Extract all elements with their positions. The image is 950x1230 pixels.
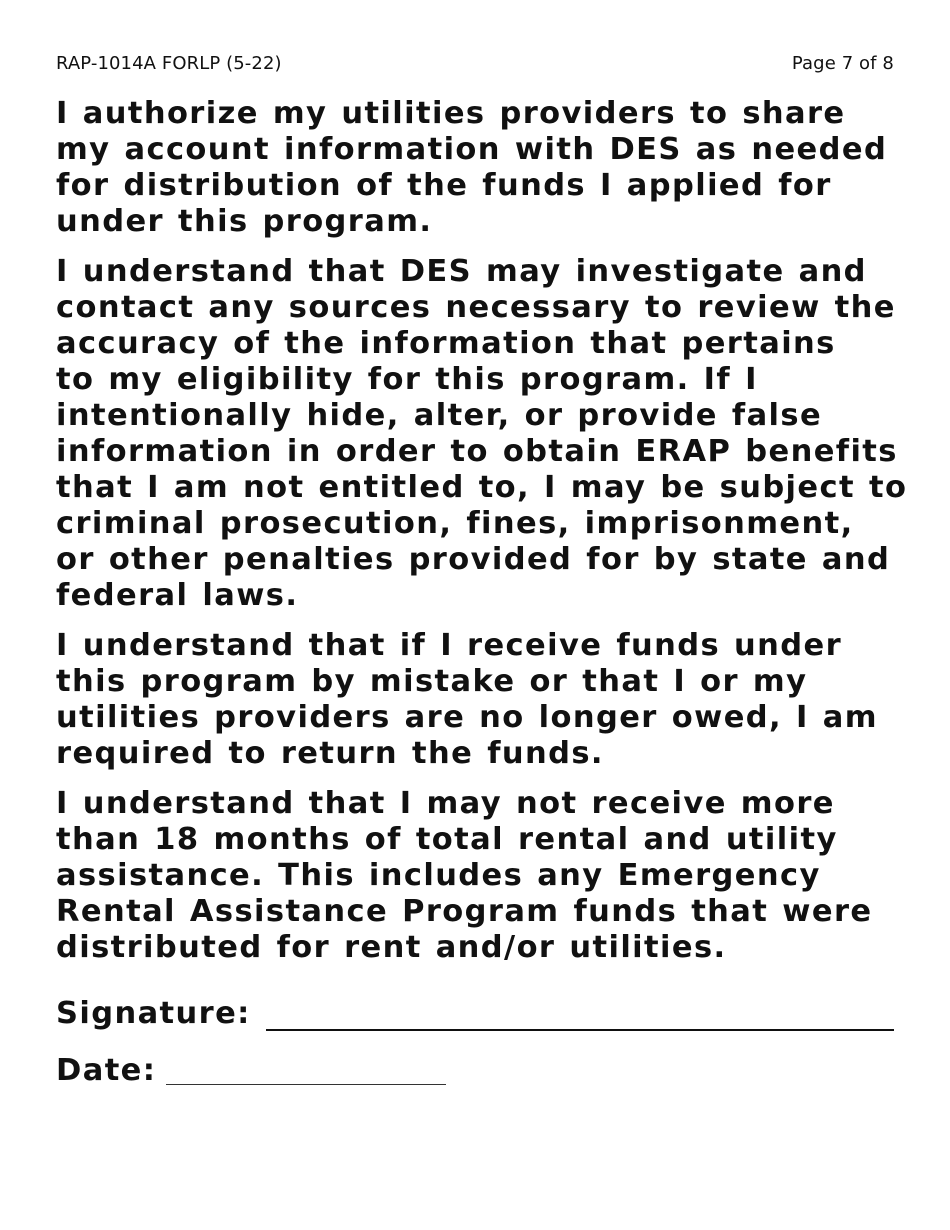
text-line: federal laws. [56, 578, 299, 613]
text-line: I understand that DES may investigate and [56, 254, 867, 289]
text-line: contact any sources necessary to review the [56, 290, 896, 325]
text-line: or other penalties provided for by state and [56, 542, 891, 577]
text-line: intentionally hide, alter, or provide false [56, 398, 823, 433]
paragraph-utilities-authorization [56, 96, 896, 240]
text-line: that I am not entitled to, I may be subject to [56, 470, 908, 505]
text-line: for distribution of the funds I applied for [56, 168, 832, 203]
text-line: I authorize my utilities providers to share [56, 96, 846, 131]
text-line: accuracy of the information that pertains [56, 326, 836, 361]
date-label: Date: [56, 1053, 157, 1088]
text-line: to my eligibility for this program. If I [56, 362, 758, 397]
text-line: utilities providers are no longer owed, I am [56, 700, 878, 735]
signature-label: Signature: [56, 996, 251, 1031]
text-line: I understand that I may not receive more [56, 786, 835, 821]
text-line: distributed for rent and/or utilities. [56, 930, 727, 965]
paragraph-assistance-limit [56, 786, 896, 966]
attestation-text [56, 96, 908, 980]
paragraph-investigation-penalties [56, 254, 908, 614]
text-line: this program by mistake or that I or my [56, 664, 808, 699]
date-field[interactable] [166, 1084, 446, 1085]
signature-row [56, 994, 896, 1034]
text-line: Rental Assistance Program funds that were [56, 894, 873, 929]
date-row [56, 1051, 896, 1091]
text-line: than 18 months of total rental and utility [56, 822, 838, 857]
paragraph-return-funds [56, 628, 896, 772]
page-header [56, 52, 894, 76]
text-line: I understand that if I receive funds under [56, 628, 843, 663]
text-line: assistance. This includes any Emergency [56, 858, 821, 893]
form-id: RAP-1014A FORLP (5-22) [56, 53, 282, 74]
text-line: my account information with DES as needed [56, 132, 888, 167]
text-line: required to return the funds. [56, 736, 604, 771]
form-page [56, 0, 908, 1230]
text-line: under this program. [56, 204, 433, 239]
text-line: information in order to obtain ERAP benefits [56, 434, 898, 469]
page-number: Page 7 of 8 [791, 53, 894, 74]
text-line: criminal prosecution, fines, imprisonment, [56, 506, 854, 541]
signature-field[interactable] [266, 1029, 894, 1031]
